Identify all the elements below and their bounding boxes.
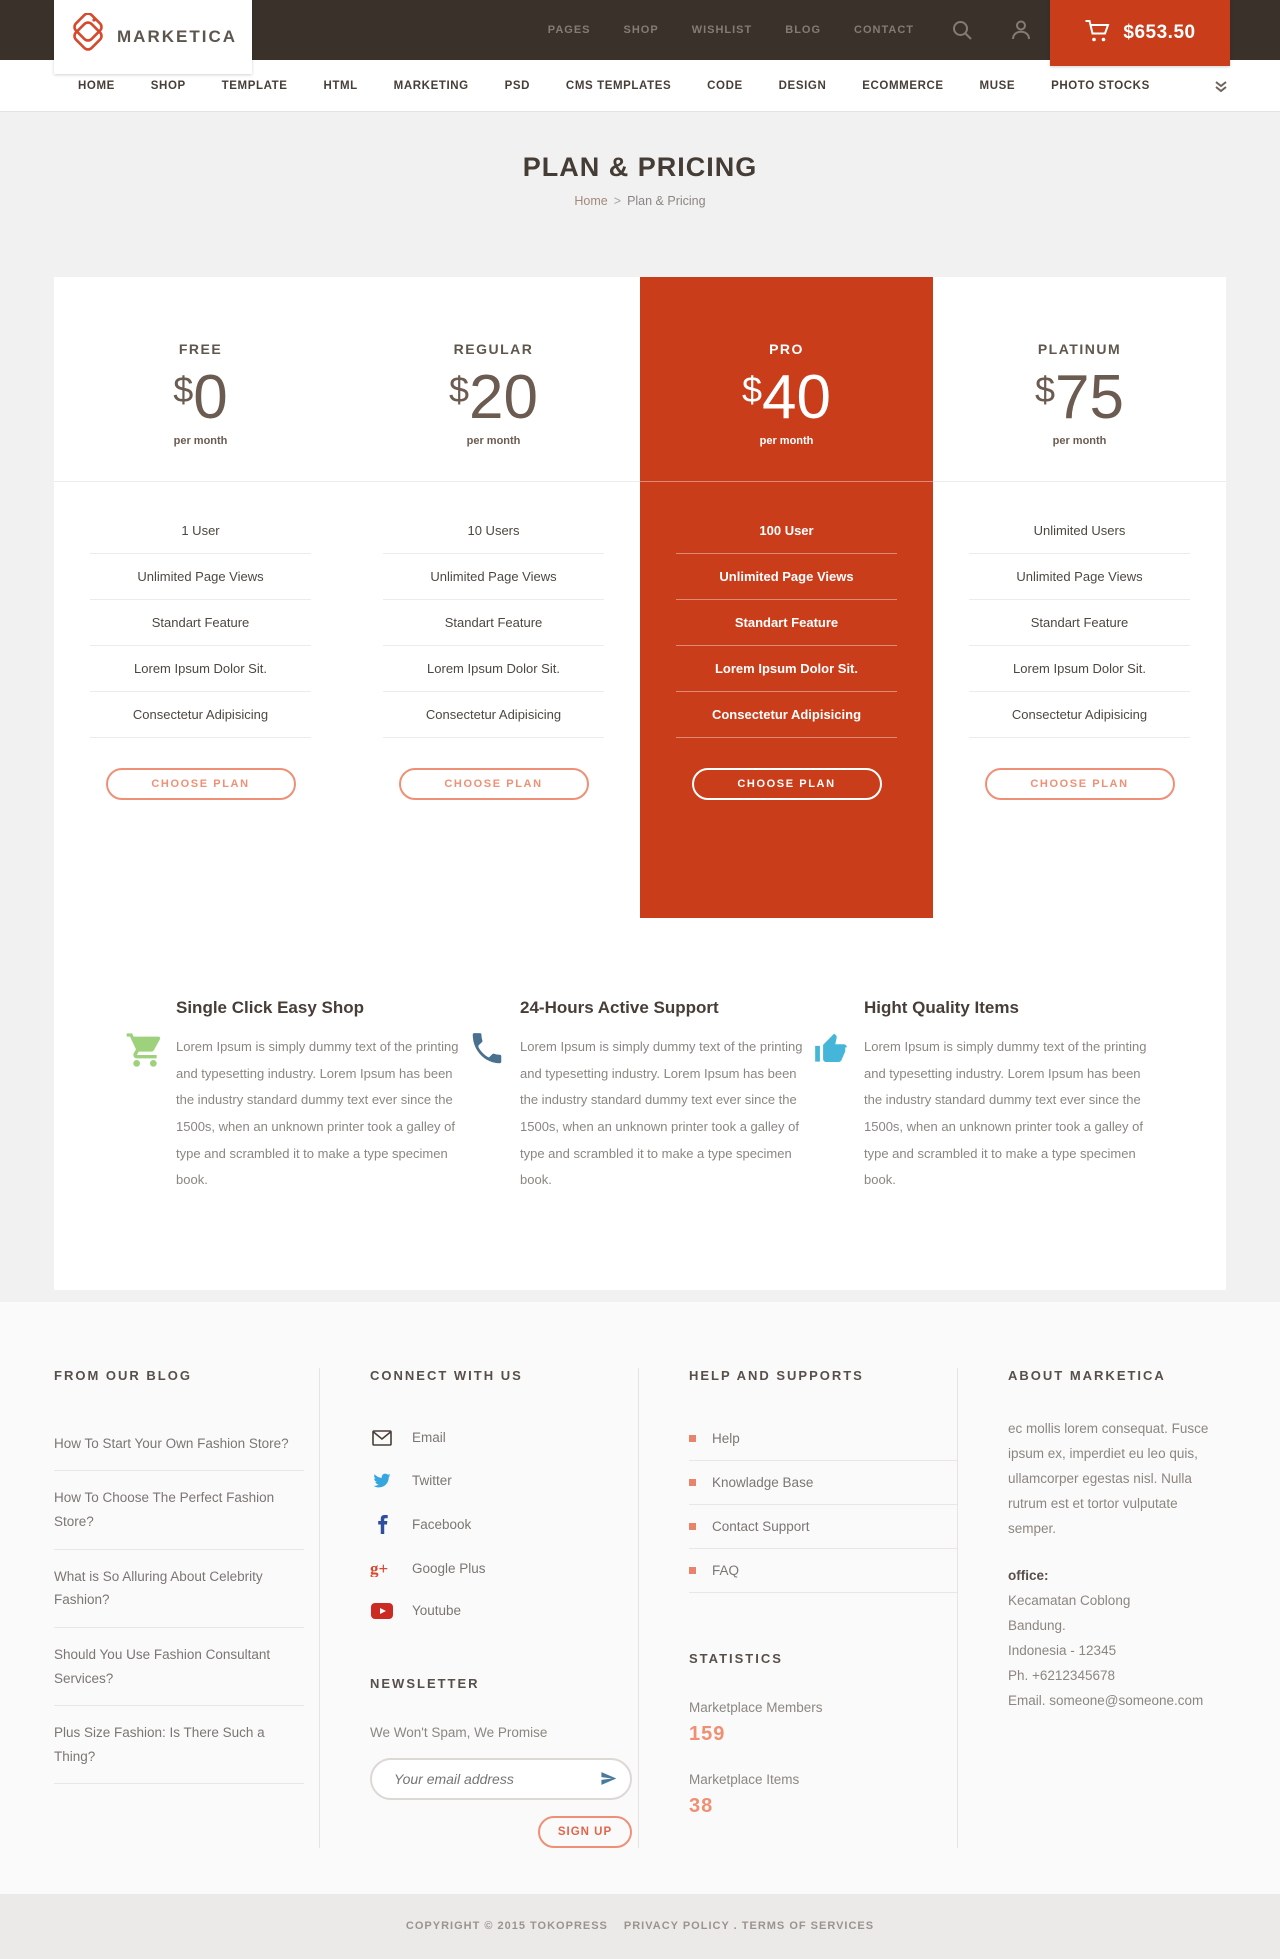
help-link-help[interactable] [689, 1417, 957, 1461]
blog-list [54, 1417, 304, 1785]
stat-value: 38 [689, 1794, 714, 1817]
nav-item-shop[interactable]: SHOP [150, 79, 186, 92]
feature-text: Lorem Ipsum is simply dummy text of the printing and typesetting industry. Lorem Ipsum has been the industry standard dummy text ever since the 1500s, when an unknown printer took a galley of type and scrambled it to make a type specimen book. [176, 1039, 459, 1188]
social-link-twitter[interactable] [370, 1459, 638, 1502]
copyright-bar [0, 1894, 1280, 1959]
plan-currency: $ [173, 369, 194, 410]
about-text: ec mollis lorem consequat. Fusce ipsum ex, imperdiet eu leo quis, ullamcorper egestas nisl. Nulla rutrum est et tortor vulputate semper. [1008, 1420, 1209, 1536]
nav-item-marketing[interactable]: MARKETING [393, 79, 469, 92]
square-bullet-icon [689, 1479, 696, 1486]
nav-item-muse[interactable]: MUSE [979, 79, 1016, 92]
page-head [0, 112, 1280, 245]
google-plus-icon [370, 1560, 394, 1577]
search-icon[interactable] [951, 19, 973, 41]
plan-feature-list [383, 508, 604, 738]
help-link-contact-support[interactable] [689, 1505, 957, 1549]
user-icon[interactable] [1010, 19, 1032, 41]
youtube-icon [370, 1603, 394, 1619]
plan-name: FREE [178, 341, 223, 357]
blog-link[interactable]: Should You Use Fashion Consultant Services? [54, 1628, 304, 1706]
breadcrumb-separator: > [613, 194, 622, 208]
office-address [1008, 1589, 1226, 1714]
pricing-card [54, 277, 1226, 1290]
plan-feature: 1 User [90, 508, 311, 554]
breadcrumb-home-link[interactable]: Home [574, 194, 608, 208]
footer-connect-heading: CONNECT WITH US [370, 1367, 523, 1383]
plan-price [640, 363, 933, 432]
svg-text:g+: g+ [370, 1559, 389, 1577]
blog-link[interactable]: How To Choose The Perfect Fashion Store? [54, 1471, 304, 1549]
paper-plane-icon[interactable] [599, 1770, 618, 1792]
square-bullet-icon [689, 1567, 696, 1574]
feature-title: Hight Quality Items [864, 998, 1019, 1017]
topbar-link-contact[interactable]: CONTACT [854, 24, 914, 36]
address-line: Email. someone@someone.com [1008, 1692, 1204, 1708]
plan-per-month: per month [466, 435, 521, 447]
plan-feature: Unlimited Page Views [969, 554, 1190, 600]
top-nav [548, 0, 1032, 60]
feature-blurb [812, 998, 1156, 1194]
cart-total: $653.50 [1123, 22, 1196, 43]
topbar-link-wishlist[interactable]: WISHLIST [691, 24, 753, 36]
plan-feature: Consectetur Adipisicing [969, 692, 1190, 738]
facebook-icon [370, 1515, 394, 1534]
plan-feature: 10 Users [383, 508, 604, 554]
social-label: Youtube [412, 1603, 462, 1619]
plan-header [54, 277, 347, 482]
help-label: Knowladge Base [712, 1474, 814, 1490]
blog-link[interactable]: How To Start Your Own Fashion Store? [54, 1417, 304, 1472]
office-label: office: [1008, 1567, 1049, 1583]
plan-price [54, 363, 347, 432]
nav-item-code[interactable]: CODE [707, 79, 743, 92]
plan-feature: Lorem Ipsum Dolor Sit. [676, 646, 897, 692]
newsletter [370, 1676, 638, 1848]
nav-item-cms-templates[interactable]: CMS TEMPLATES [565, 79, 672, 92]
connect-list [370, 1417, 638, 1632]
cart-green-icon [124, 1030, 166, 1075]
feature-title: Single Click Easy Shop [176, 998, 365, 1017]
plan-name: PLATINUM [1037, 341, 1122, 357]
feature-blurb [468, 998, 812, 1194]
nav-item-html[interactable]: HTML [323, 79, 358, 92]
feature-text: Lorem Ipsum is simply dummy text of the printing and typesetting industry. Lorem Ipsum has been the industry standard dummy text ever since the 1500s, when an unknown printer took a galley of type and scrambled it to make a type specimen book. [520, 1039, 803, 1188]
plan-feature: Consectetur Adipisicing [90, 692, 311, 738]
copyright-links[interactable]: PRIVACY POLICY . TERMS OF SERVICES [623, 1920, 875, 1933]
tag-icon [69, 13, 107, 62]
brand-name: MARKETICA [117, 27, 237, 46]
footer [0, 1302, 1280, 1894]
signup-button[interactable]: SIGN UP [538, 1816, 632, 1848]
statistics-heading: STATISTICS [689, 1650, 783, 1666]
pricing-plan-pro [640, 277, 933, 918]
newsletter-heading: NEWSLETTER [370, 1675, 480, 1691]
plan-feature: Standart Feature [90, 600, 311, 646]
footer-help-column [638, 1368, 957, 1848]
breadcrumb [0, 194, 1280, 208]
plan-amount: 0 [193, 363, 228, 432]
footer-blog-heading: FROM OUR BLOG [54, 1367, 192, 1383]
social-label: Google Plus [412, 1560, 486, 1576]
plan-feature: Standart Feature [383, 600, 604, 646]
address-line: Bandung. [1008, 1617, 1066, 1633]
plan-price [933, 363, 1226, 432]
top-bar [0, 0, 1280, 60]
blog-link[interactable]: What is So Alluring About Celebrity Fashion? [54, 1550, 304, 1628]
social-link-facebook[interactable] [370, 1502, 638, 1547]
choose-plan-button[interactable]: CHOOSE PLAN [399, 768, 589, 800]
social-link-email[interactable] [370, 1417, 638, 1459]
footer-about-heading: ABOUT MARKETICA [1008, 1367, 1166, 1383]
plan-header [640, 277, 933, 482]
plan-feature-list [90, 508, 311, 738]
double-chevron-down-icon[interactable] [1214, 79, 1228, 93]
plans-row [54, 277, 1226, 918]
choose-plan-button[interactable]: CHOOSE PLAN [692, 768, 882, 800]
main-nav-list [78, 80, 1150, 92]
plan-feature: Unlimited Page Views [676, 554, 897, 600]
help-label: FAQ [712, 1562, 740, 1578]
plan-amount: 40 [762, 363, 831, 432]
plan-feature: Unlimited Users [969, 508, 1190, 554]
email-icon [370, 1430, 394, 1446]
address-line: Indonesia - 12345 [1008, 1642, 1117, 1658]
brand-logo[interactable] [54, 0, 252, 74]
plan-currency: $ [742, 369, 763, 410]
blog-link[interactable]: Plus Size Fashion: Is There Such a Thing? [54, 1706, 304, 1784]
plan-feature: Standart Feature [676, 600, 897, 646]
help-label: Contact Support [712, 1518, 810, 1534]
plan-name: PRO [769, 341, 804, 357]
plan-amount: 20 [469, 363, 538, 432]
nav-item-home[interactable]: HOME [78, 79, 115, 92]
footer-about-column [957, 1368, 1226, 1848]
choose-plan-button[interactable]: CHOOSE PLAN [106, 768, 296, 800]
breadcrumb-current: Plan & Pricing [627, 194, 706, 208]
address-line: Kecamatan Coblong [1008, 1592, 1131, 1608]
plan-name: REGULAR [453, 341, 534, 357]
plan-feature: Lorem Ipsum Dolor Sit. [969, 646, 1190, 692]
plan-feature: 100 User [676, 508, 897, 554]
nav-item-photo-stocks[interactable]: PHOTO STOCKS [1051, 79, 1150, 92]
social-label: Twitter [412, 1472, 452, 1488]
cart-icon [1084, 19, 1110, 48]
twitter-icon [370, 1472, 394, 1489]
copyright-text: COPYRIGHT © 2015 TOKOPRESS [405, 1920, 608, 1933]
newsletter-tagline: We Won't Spam, We Promise [370, 1724, 548, 1740]
plan-feature: Standart Feature [969, 600, 1190, 646]
plan-per-month: per month [173, 435, 228, 447]
social-link-youtube[interactable] [370, 1590, 638, 1632]
features-row [54, 918, 1226, 1290]
statistics [689, 1651, 957, 1818]
nav-item-template[interactable]: TEMPLATE [221, 79, 288, 92]
pricing-plan-regular [347, 277, 640, 838]
plan-feature-list [969, 508, 1190, 738]
plan-per-month: per month [759, 435, 814, 447]
social-link-google-plus[interactable] [370, 1547, 638, 1590]
choose-plan-button[interactable]: CHOOSE PLAN [985, 768, 1175, 800]
plan-feature-list [676, 508, 897, 738]
thumbs-up-icon [812, 1030, 850, 1073]
pricing-plan-platinum [933, 277, 1226, 838]
help-label: Help [712, 1430, 740, 1446]
plan-feature: Unlimited Page Views [383, 554, 604, 600]
page-title: PLAN & PRICING [522, 152, 758, 182]
plan-header [347, 277, 640, 482]
plan-feature: Unlimited Page Views [90, 554, 311, 600]
social-label: Facebook [412, 1516, 472, 1532]
stat-label: Marketplace Members [689, 1699, 823, 1715]
feature-blurb [124, 998, 468, 1194]
plan-per-month: per month [1052, 435, 1107, 447]
phone-icon [468, 1030, 506, 1073]
plan-currency: $ [449, 369, 470, 410]
plan-feature: Consectetur Adipisicing [383, 692, 604, 738]
topbar-link-shop[interactable]: SHOP [623, 24, 659, 36]
newsletter-email-input[interactable] [370, 1758, 632, 1800]
plan-feature: Lorem Ipsum Dolor Sit. [383, 646, 604, 692]
square-bullet-icon [689, 1435, 696, 1442]
plan-currency: $ [1035, 369, 1056, 410]
help-list [689, 1417, 957, 1593]
statistics-entries [689, 1700, 957, 1818]
footer-blog-column [54, 1368, 319, 1848]
pricing-plan-free [54, 277, 347, 838]
nav-item-ecommerce[interactable]: ECOMMERCE [862, 79, 944, 92]
topbar-link-blog[interactable]: BLOG [785, 24, 822, 36]
stat-value: 159 [689, 1722, 726, 1745]
help-link-knowladge-base[interactable] [689, 1461, 957, 1505]
square-bullet-icon [689, 1523, 696, 1530]
plan-feature: Lorem Ipsum Dolor Sit. [90, 646, 311, 692]
feature-text: Lorem Ipsum is simply dummy text of the printing and typesetting industry. Lorem Ipsum has been the industry standard dummy text ever since the 1500s, when an unknown printer took a galley of type and scrambled it to make a type specimen book. [864, 1039, 1147, 1188]
plan-feature: Consectetur Adipisicing [676, 692, 897, 738]
plan-amount: 75 [1055, 363, 1124, 432]
nav-item-psd[interactable]: PSD [504, 79, 531, 92]
footer-connect-column [319, 1368, 638, 1848]
footer-help-heading: HELP AND SUPPORTS [689, 1367, 864, 1383]
help-link-faq[interactable] [689, 1549, 957, 1593]
topbar-link-pages[interactable]: PAGES [547, 24, 591, 36]
cart-button[interactable] [1050, 0, 1230, 66]
stat-label: Marketplace Items [689, 1771, 800, 1787]
feature-title: 24-Hours Active Support [520, 998, 719, 1017]
address-line: Ph. +6212345678 [1008, 1667, 1115, 1683]
plan-header [933, 277, 1226, 482]
nav-item-design[interactable]: DESIGN [778, 79, 827, 92]
plan-price [347, 363, 640, 432]
social-label: Email [412, 1430, 446, 1446]
topbar-links [548, 24, 914, 36]
